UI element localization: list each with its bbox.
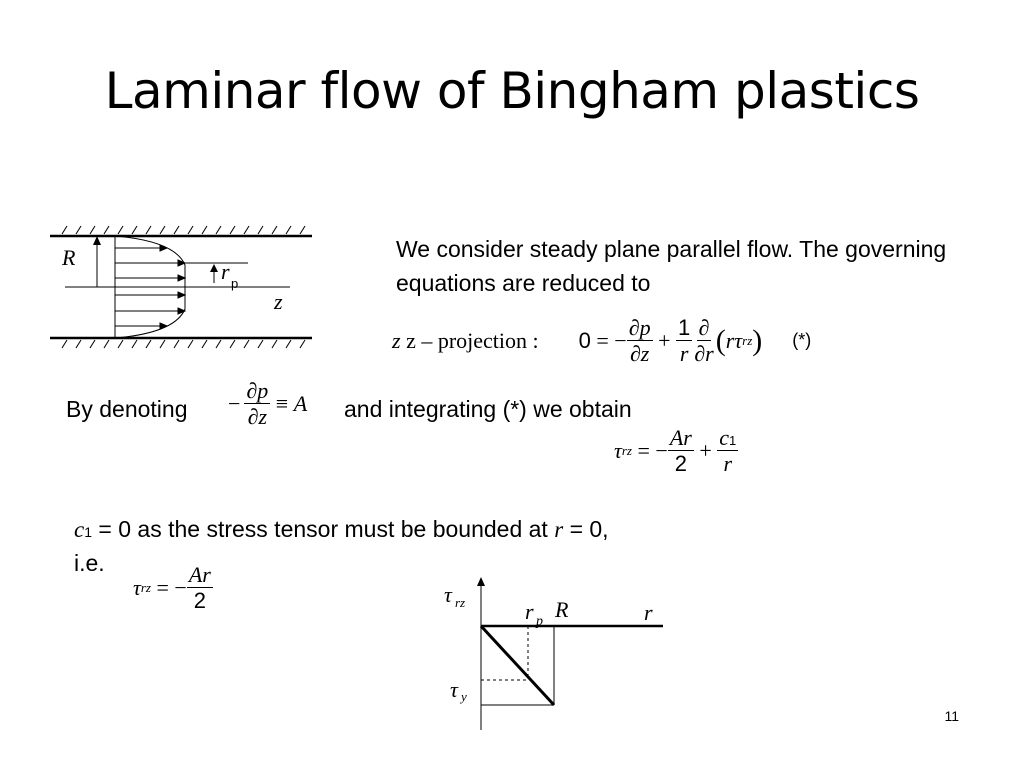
slide-title: Laminar flow of Bingham plastics — [104, 62, 920, 120]
stress-label-rz: rz — [455, 595, 466, 610]
stress-label-p: p — [536, 614, 543, 629]
and-integrating-text: and integrating (*) we obtain — [344, 396, 632, 422]
flow-label-R: R — [62, 245, 76, 270]
by-denoting-text: By denoting — [66, 396, 188, 422]
intro-text: We consider steady plane parallel flow. The governing equations are reduced to — [396, 236, 947, 296]
shear-stress-general: τ rz = − $\frac{Ar}{2}$ + $\frac{c1}{r}$ — [614, 425, 737, 477]
shear-stress-final: τ rz = − $\frac{Ar}{2}$ — [133, 562, 211, 614]
c1-text-end: = 0, — [569, 516, 609, 542]
page-number: 11 — [944, 708, 959, 724]
stress-label-R: R — [555, 597, 569, 622]
pressure-gradient-definition: − $\frac{\partial p}{\partial z}$ ≡ A — [228, 378, 308, 430]
stress-label-r: r — [525, 599, 534, 624]
stress-axis-r: r — [644, 600, 653, 625]
stress-label-y: y — [461, 689, 467, 704]
c1-text: = 0 as the stress tensor must be bounded at — [98, 516, 548, 542]
stress-distribution-diagram — [438, 575, 678, 735]
flow-label-p: p — [231, 276, 239, 291]
projection-label: z – projection : — [406, 327, 539, 353]
flow-label-z: z — [274, 289, 283, 314]
ie-text: i.e. — [74, 550, 105, 576]
flow-profile-diagram — [40, 215, 320, 350]
governing-equation: z z – projection : 0 = − $\frac{\partial p}{\partial z}$ + $\frac{1}{r}$ $\frac{\partial}{\partial r}$ ( rτ rz ) (*) — [392, 315, 812, 367]
equation-star: (*) — [792, 330, 812, 351]
c1-explanation: c1 = 0 as the stress tensor must be bounded at r = 0, — [74, 516, 609, 542]
stress-label-tau-y: τ — [450, 677, 458, 702]
stress-label-tau: τ — [444, 582, 452, 607]
flow-label-r: r — [221, 259, 230, 284]
